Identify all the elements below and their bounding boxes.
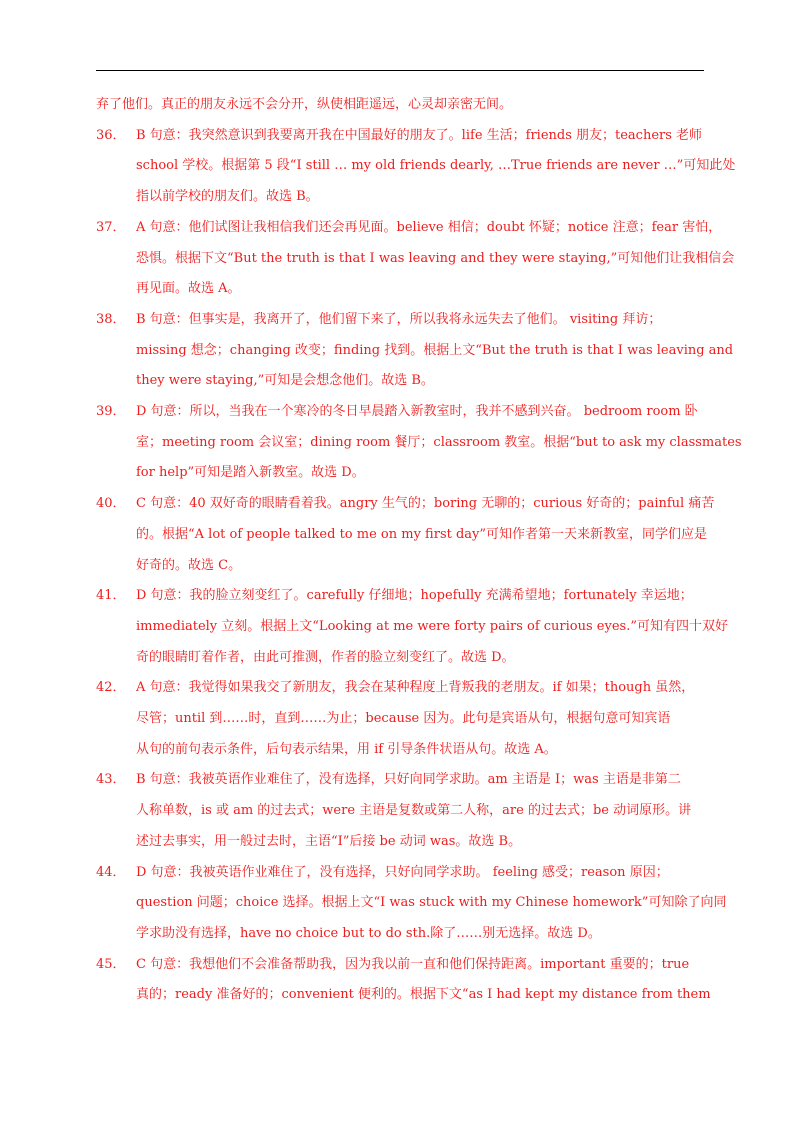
explanation-line: A 句意：我觉得如果我交了新朋友，我会在某种程度上背叛我的老朋友。if 如果；though 虽然，: [136, 680, 695, 696]
explanation-line: D 句意：我的脸立刻变红了。carefully 仔细地；hopefully 充满希望地；fortunately 幸运地；: [136, 588, 693, 604]
explanation-line: C 句意：40 双好奇的眼睛看着我。angry 生气的；boring 无聊的；curious 好奇的；painful 痛苦: [136, 496, 715, 512]
answer-item: [96, 121, 736, 213]
explanation-line: 再见面。故选 A。: [136, 281, 241, 297]
explanation-line: 述过去事实，用一般过去时，主语“I”后接 be 动词 was。故选 B。: [136, 833, 522, 849]
explanation-line: A 句意：他们试图让我相信我们还会再见面。believe 相信；doubt 怀疑；notice 注意；fear 害怕，: [136, 219, 722, 235]
explanation-line: immediately 立刻。根据上文“Looking at me were forty pairs of curious eyes.”可知有四十双好: [136, 618, 728, 634]
explanation-text: [136, 673, 708, 765]
question-number: 41．: [96, 588, 126, 604]
question-number: 43．: [96, 772, 126, 788]
explanation-line: 室；meeting room 会议室；dining room 餐厅；classroom 教室。根据“but to ask my classmates: [136, 434, 742, 450]
answer-item: [96, 305, 734, 397]
answer-item: [96, 397, 742, 489]
explanation-text: [136, 489, 714, 581]
explanation-text: [136, 397, 742, 489]
explanation-line: missing 想念；changing 改变；finding 找到。根据上文“But the truth is that I was leaving and: [136, 342, 734, 358]
intro-paragraph: 弃了他们。真正的朋友永远不会分开，纵使相距遥远，心灵却亲密无间。: [96, 97, 513, 112]
explanation-line: 恐惧。根据下文“But the truth is that I was leaving and they were staying,”可知他们让我相信会: [136, 250, 735, 266]
explanation-line: 人称单数，is 或 am 的过去式；were 主语是复数或第二人称，are 的过去式；be 动词原形。讲: [136, 803, 692, 819]
explanation-line: for help”可知是踏入新教室。故选 D。: [136, 465, 365, 481]
answer-item: [96, 765, 708, 857]
explanation-line: 好奇的。故选 C。: [136, 557, 242, 573]
explanation-line: B 句意：我被英语作业难住了，没有选择，只好向同学求助。am 主语是 I；was 主语是非第二: [136, 772, 681, 788]
explanation-text: [136, 121, 735, 213]
answer-item: [96, 950, 711, 1011]
explanation-line: 从句的前句表示条件，后句表示结果，用 if 引导条件状语从句。故选 A。: [136, 741, 557, 757]
explanation-line: B 句意：但事实是，我离开了，他们留下来了，所以我将永远失去了他们。 visiting 拜访；: [136, 311, 662, 327]
header-rule: [96, 70, 704, 71]
question-number: 37．: [96, 219, 126, 235]
answer-item: [96, 858, 727, 950]
explanation-text: [136, 581, 728, 673]
explanation-text: [136, 213, 734, 305]
explanation-line: 指以前学校的朋友们。故选 B。: [136, 189, 319, 205]
explanation-line: question 问题；choice 选择。根据上文“I was stuck with my Chinese homework”可知除了向同: [136, 895, 727, 911]
question-number: 44．: [96, 864, 126, 880]
answer-item: [96, 581, 728, 673]
explanation-line: 真的；ready 准备好的；convenient 便利的。根据下文“as I had kept my distance from them: [136, 987, 711, 1003]
explanation-line: C 句意：我想他们不会准备帮助我，因为我以前一直和他们保持距离。important 重要的；true: [136, 956, 690, 972]
explanation-text: [136, 950, 711, 1011]
explanation-line: 奇的眼睛盯着作者，由此可推测，作者的脸立刻变红了。故选 D。: [136, 649, 515, 665]
explanation-text: [136, 305, 733, 397]
answer-item: [96, 213, 735, 305]
question-number: 38．: [96, 311, 126, 327]
explanation-line: 尽管；until 到……时，直到……为止；because 因为。此句是宾语从句，根据句意可知宾语: [136, 711, 671, 727]
explanation-line: D 句意：所以，当我在一个寒冷的冬日早晨踏入新教室时，我并不感到兴奋。 bedroom room 卧: [136, 404, 698, 420]
explanation-text: [136, 858, 726, 950]
question-number: 40．: [96, 496, 126, 512]
question-number: 42．: [96, 680, 126, 696]
question-number: 36．: [96, 127, 126, 143]
explanation-line: B 句意：我突然意识到我要离开我在中国最好的朋友了。life 生活；friends 朋友；teachers 老师: [136, 127, 703, 143]
answer-item: [96, 489, 715, 581]
question-number: 45．: [96, 956, 126, 972]
explanation-line: school 学校。根据第 5 段“I still … my old friends dearly, …True friends are never …”可知此处: [136, 158, 736, 174]
explanation-line: D 句意：我被英语作业难住了，没有选择，只好向同学求助。 feeling 感受；reason 原因；: [136, 864, 669, 880]
explanation-line: 的。根据“A lot of people talked to me on my first day”可知作者第一天来新教室，同学们应是: [136, 526, 708, 542]
answer-item: [96, 673, 708, 765]
answer-explanations: [96, 90, 742, 1011]
explanation-line: 学求助没有选择，have no choice but to do sth.除了……别无选择。故选 D。: [136, 925, 601, 941]
question-number: 39．: [96, 404, 126, 420]
explanation-text: [136, 765, 708, 857]
explanation-line: they were staying,”可知是会想念他们。故选 B。: [136, 373, 434, 389]
answer-list: [96, 121, 742, 1011]
